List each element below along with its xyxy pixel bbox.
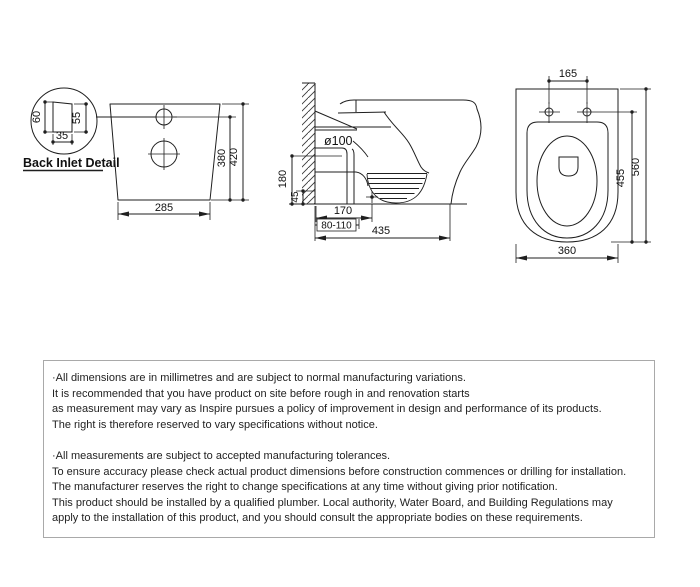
dim-label-80-110: 80-110 (321, 220, 352, 232)
pan-back-outline (110, 104, 220, 200)
disclaimer-paragraph-1 (52, 371, 646, 433)
note-line: The manufacturer reserves the right to change specifications at any time without giving prior notification. (52, 481, 558, 493)
seat-outer-ring (527, 122, 608, 238)
note-line: To ensure accuracy please check actual product dimensions before construction commences or drilling for installation. (52, 465, 627, 478)
note-line: as measurement may vary as Inspire pursues a policy of improvement in design and performance of its products. (52, 403, 602, 415)
note-line: It is recommended that you have product on site before rough in and renovation starts (52, 387, 470, 400)
side-view (277, 83, 481, 241)
dim-label-420: 420 (228, 147, 240, 167)
note-line: The right is therefore reserved to vary specifications without notice. (52, 418, 378, 431)
outlet-crosshair (366, 191, 378, 203)
note-line: ·All measurements are subject to accepted manufacturing tolerances. (52, 450, 391, 462)
top-view (516, 68, 651, 263)
dim-label-inlet-diameter: ø100 (324, 134, 353, 148)
dim-label-60: 60 (31, 110, 43, 124)
note-line: ·All dimensions are in millimetres and are subject to normal manufacturing variations. (52, 372, 466, 384)
dim-label-180: 180 (277, 169, 289, 189)
flush-water-mark (559, 157, 578, 176)
dim-label-435: 435 (371, 225, 391, 237)
note-line: This product should be installed by a qualified plumber. Local authority, Water Board, and Building Regulations may (52, 496, 613, 509)
note-line: apply to the installation of this product, and you should consult the appropriate bodies on these requirements. (52, 512, 583, 524)
dim-label-165: 165 (558, 68, 578, 80)
dim-label-560: 560 (630, 157, 642, 177)
dim-label-285: 285 (154, 202, 174, 214)
seat-inner-ring (537, 136, 597, 226)
flush-hole-crosshair (148, 138, 180, 170)
detail-title: Back Inlet Detail (23, 156, 120, 170)
dim-label-380: 380 (216, 148, 228, 168)
trap-bowl-grille (367, 174, 427, 204)
disclaimer-paragraph-2 (52, 449, 646, 527)
diameter-leader (353, 141, 368, 157)
dim-label-45: 45 (290, 191, 301, 203)
dim-label-55: 55 (71, 111, 83, 125)
disclaimer-box (43, 360, 655, 538)
seat-hinge-hole-right (577, 102, 598, 123)
seat-hinge-hole-left (539, 102, 560, 123)
back-view (110, 104, 249, 220)
back-inlet-detail-view (23, 88, 156, 171)
dim-label-35: 35 (55, 130, 69, 142)
wall-hatch (302, 83, 315, 204)
dim-label-170: 170 (333, 205, 353, 217)
dim-label-360: 360 (557, 245, 577, 257)
dim-label-455: 455 (615, 168, 627, 188)
